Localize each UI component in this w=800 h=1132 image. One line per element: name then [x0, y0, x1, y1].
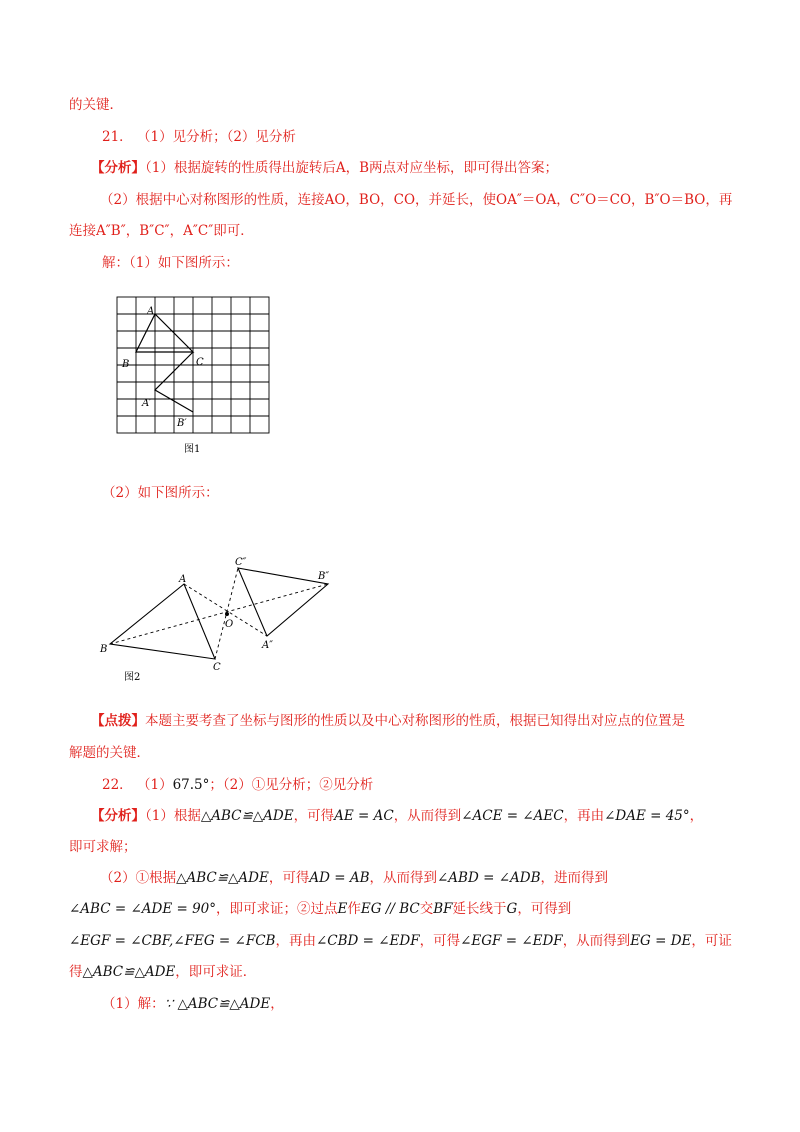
- label-A-double-prime: A″: [262, 640, 273, 651]
- q22-analysis-line-4: [69, 899, 571, 919]
- analysis-text: ，从而得到: [393, 808, 462, 824]
- analysis-text: （1）根据: [145, 808, 201, 824]
- math: △ABC≌△ADE: [176, 870, 269, 886]
- analysis-tag: 【分析】: [91, 808, 145, 824]
- analysis-text: 延长线于: [452, 901, 507, 917]
- analysis-text: ，再由: [275, 933, 316, 949]
- analysis-text: （2）①根据: [100, 870, 177, 886]
- analysis-text: ，再由: [563, 808, 605, 824]
- math: EG // BC: [360, 901, 420, 917]
- analysis-text: ，从而得到: [369, 870, 437, 886]
- label-C: C: [213, 662, 221, 673]
- analysis-text: ，: [689, 808, 704, 824]
- q22-answer-line: [102, 775, 373, 795]
- answer-text: （1）见分析；（2）见分析: [136, 129, 296, 145]
- math: E: [337, 901, 348, 917]
- figure-2: [92, 548, 352, 692]
- math: ∠EGF = ∠CBF,∠FEG = ∠FCB: [69, 933, 276, 949]
- center-point: [225, 612, 229, 616]
- label-A: A: [147, 306, 155, 317]
- q21-answer-line: [102, 127, 296, 147]
- analysis-text: ，可得: [293, 808, 335, 824]
- answer-text: ；（2）①见分析；②见分析: [209, 777, 374, 793]
- math: ∠CBD = ∠EDF: [315, 933, 420, 949]
- analysis-text: ，即可求证．: [175, 964, 257, 980]
- text-line: [69, 95, 123, 115]
- figure-1: [110, 292, 280, 466]
- math: AD = AB: [309, 870, 370, 886]
- q21-analysis-line-3: [69, 221, 254, 241]
- math: ∵ △ABC≌△ADE: [164, 996, 271, 1012]
- analysis-text: ，可得: [268, 870, 310, 886]
- math: △ABC≌△ADE: [82, 964, 176, 980]
- q22-analysis-line-5: [69, 931, 732, 951]
- q22-analysis-line-6: [69, 962, 256, 982]
- question-number: 21．: [102, 129, 133, 145]
- analysis-text: 连接A″B″，B″C″，A″C″即可．: [69, 223, 254, 239]
- tip-text: 解题的关键．: [69, 745, 150, 761]
- analysis-text: ，即可求证；②过点: [216, 901, 338, 917]
- math: ∠DAE = 45°: [604, 808, 690, 824]
- label-A: A: [179, 574, 187, 585]
- q21-solution-line-2: [102, 483, 219, 503]
- label-C: C: [196, 357, 204, 368]
- q22-analysis-line: [91, 806, 703, 826]
- analysis-text: （2）根据中心对称图形的性质，连接AO，BO，CO，并延长，使OA″＝OA，C″O＝CO，B″O＝BO，再: [100, 192, 733, 208]
- analysis-tag: 【分析】: [91, 160, 145, 176]
- math: ∠ABD = ∠ADB: [437, 870, 541, 886]
- analysis-text: ，可得: [419, 933, 461, 949]
- text: 的关键．: [69, 97, 123, 113]
- math: EG = DE: [630, 933, 692, 949]
- symmetry-figure: [92, 548, 352, 688]
- solution-text: （2）如下图所示：: [102, 485, 219, 501]
- q21-tip-line-2: [69, 743, 150, 763]
- label-C-double-prime: C″: [235, 557, 247, 568]
- solution-text: 解：（1）如下图所示：: [102, 255, 239, 271]
- q22-analysis-line-2: [69, 837, 137, 857]
- figure-caption: 图1: [184, 444, 201, 455]
- figure-caption: 图2: [124, 672, 141, 683]
- analysis-text: 作: [347, 901, 361, 917]
- math: G: [506, 901, 518, 917]
- q21-tip-line: [91, 711, 685, 731]
- analysis-text: ，可得到: [517, 901, 572, 917]
- grid-figure: [110, 292, 280, 462]
- label-B-prime: B′: [177, 418, 187, 429]
- math: ∠ABC = ∠ADE = 90°: [69, 901, 217, 917]
- q21-analysis-line-2: [100, 190, 732, 210]
- math: △ABC≌△ADE: [200, 808, 294, 824]
- analysis-text: 得: [69, 964, 83, 980]
- q21-solution-line: [102, 253, 239, 273]
- answer-value: 67.5°: [172, 777, 210, 793]
- label-A-prime: A′: [142, 398, 152, 409]
- analysis-text: 交: [419, 901, 434, 917]
- analysis-text: 即可求解；: [69, 839, 137, 855]
- tip-tag: 【点拨】: [91, 713, 145, 729]
- math: AE = AC: [334, 808, 394, 824]
- label-B: B: [122, 359, 130, 370]
- tip-text: 本题主要考查了坐标与图形的性质以及中心对称图形的性质，根据已知得出对应点的位置是: [145, 713, 685, 729]
- q22-analysis-line-3: [100, 868, 608, 888]
- math: ∠ACE = ∠AEC: [461, 808, 564, 824]
- analysis-text: （1）根据旋转的性质得出旋转后A，B两点对应坐标，即可得出答案；: [145, 160, 559, 176]
- label-O: O: [225, 619, 234, 630]
- analysis-text: ，进而得到: [540, 870, 609, 886]
- answer-text: （1）: [136, 777, 173, 793]
- solution-text: ，: [270, 996, 284, 1012]
- q21-analysis-line: [91, 158, 558, 178]
- label-B-double-prime: B″: [318, 571, 330, 582]
- solution-text: （1）解：: [102, 996, 165, 1012]
- math: ∠EGF = ∠EDF: [460, 933, 563, 949]
- analysis-text: ，从而得到: [562, 933, 631, 949]
- analysis-text: ，可证: [691, 933, 732, 949]
- question-number: 22．: [102, 777, 133, 793]
- math: BF: [433, 901, 453, 917]
- q22-solution-line: [102, 994, 284, 1014]
- label-B: B: [100, 644, 108, 655]
